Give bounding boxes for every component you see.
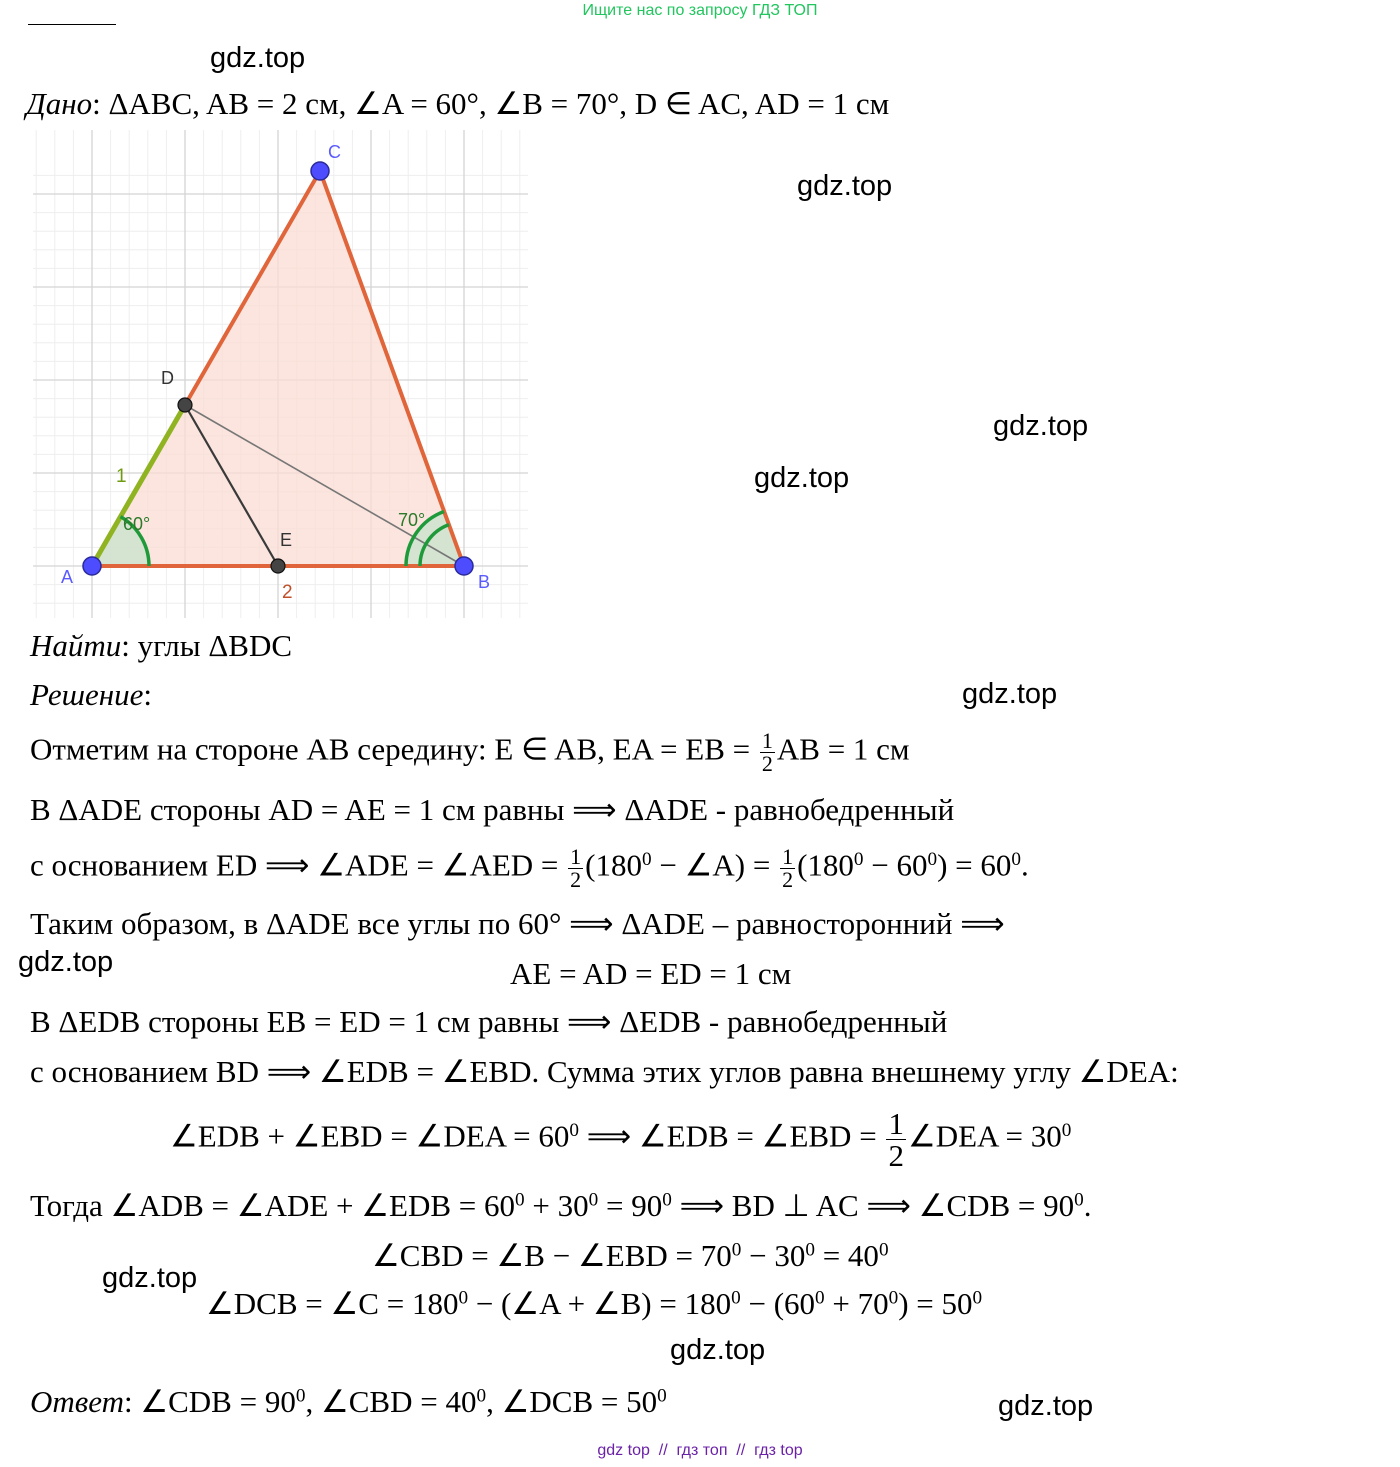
top-banner[interactable]: Ищите нас по запросу ГДЗ ТОП	[582, 2, 818, 19]
text: Тогда ∠ADB = ∠ADE + ∠EDB = 60	[30, 1188, 516, 1223]
text: Отметим на стороне AB середину: E ∈ AB, EA = EB =	[30, 731, 751, 767]
fraction-half	[760, 730, 775, 775]
text: ⟹ BD ⊥ AC ⟹ ∠CDB = 90	[671, 1188, 1075, 1223]
label-angle-b: 70°	[398, 510, 426, 530]
degree-sup: 0	[642, 849, 652, 871]
degree-sup: 0	[569, 1120, 579, 1142]
degree-sup: 0	[731, 1239, 742, 1261]
watermark: gdz.top	[754, 462, 850, 494]
degree-sup: 0	[972, 1287, 983, 1309]
solution-line-10	[372, 1238, 889, 1274]
watermark: gdz.top	[962, 678, 1058, 710]
text: AB = 1 см	[776, 731, 910, 767]
point-c[interactable]	[311, 162, 329, 180]
text: − (∠A + ∠B) = 180	[468, 1286, 732, 1321]
degree-sup: 0	[888, 1287, 899, 1309]
point-d[interactable]	[178, 398, 192, 412]
degree-sup: 0	[588, 1189, 599, 1211]
text: = 40	[814, 1238, 879, 1273]
find-label: Найти	[30, 628, 122, 663]
text: ∠DCB = ∠C = 180	[206, 1286, 459, 1321]
top-rule	[28, 24, 116, 25]
degree-sup: 0	[731, 1287, 741, 1309]
solution-line-3	[30, 846, 1029, 891]
text: , ∠DCB = 50	[486, 1384, 658, 1419]
label-point-e: E	[280, 530, 293, 550]
text: (180	[797, 847, 854, 883]
fraction-numerator: 1	[570, 844, 582, 869]
text: − 30	[741, 1238, 806, 1273]
solution-line-11	[206, 1286, 982, 1322]
fraction-half	[886, 1108, 906, 1171]
text: − 60	[863, 847, 928, 883]
solution-line-8	[170, 1108, 1071, 1171]
degree-sup: 0	[657, 1385, 667, 1407]
solution-label: Решение	[30, 677, 144, 712]
text: .	[1021, 847, 1029, 883]
text: ∠CBD = ∠B − ∠EBD = 70	[372, 1238, 732, 1273]
degree-sup: 0	[805, 1239, 815, 1261]
degree-sup: 0	[1074, 1189, 1084, 1211]
given-line	[26, 86, 889, 122]
watermark: gdz.top	[670, 1334, 766, 1366]
fraction-denominator: 2	[888, 1138, 904, 1173]
solution-line-2: В ΔADE стороны AD = AE = 1 см равны ⟹ ΔADE - равнобедренный	[30, 792, 955, 827]
text: − (60	[740, 1286, 816, 1321]
fraction-half	[568, 846, 583, 891]
degree-sup: 0	[295, 1385, 306, 1407]
solution-line-1	[30, 730, 910, 775]
fraction-denominator: 2	[570, 867, 582, 892]
given-text: : ΔABC, AB = 2 см, ∠A = 60°, ∠B = 70°, D ∈ AC, AD = 1 см	[92, 86, 890, 121]
text: ∠DEA = 30	[907, 1118, 1062, 1154]
text: ) = 50	[898, 1286, 973, 1321]
watermark: gdz.top	[102, 1262, 198, 1294]
solution-heading	[30, 677, 152, 713]
fraction-denominator: 2	[761, 751, 773, 776]
fraction-denominator: 2	[782, 867, 794, 892]
point-e[interactable]	[271, 559, 285, 573]
triangle-figure	[30, 130, 530, 620]
degree-sup: 0	[878, 1239, 889, 1261]
solution-line-7: с основанием BD ⟹ ∠EDB = ∠EBD. Сумма этих углов равна внешнему углу ∠DEA:	[30, 1054, 1179, 1089]
label-ad-length: 1	[116, 466, 127, 487]
degree-sup: 0	[1011, 849, 1022, 871]
answer-line	[30, 1384, 667, 1420]
solution-line-9	[30, 1188, 1092, 1224]
watermark: gdz.top	[210, 42, 306, 74]
watermark: gdz.top	[797, 170, 893, 202]
degree-sup: 0	[515, 1189, 525, 1211]
text: (180	[585, 847, 642, 883]
degree-sup: 0	[853, 849, 864, 871]
text: ) = 60	[937, 847, 1012, 883]
find-line	[30, 628, 292, 664]
watermark: gdz.top	[993, 410, 1089, 442]
fraction-numerator: 1	[888, 1106, 904, 1141]
fraction-numerator: 1	[761, 728, 773, 753]
text: + 30	[524, 1188, 589, 1223]
watermark: gdz.top	[998, 1390, 1094, 1422]
label-ab-length: 2	[282, 582, 293, 603]
label-angle-a: 60°	[123, 514, 151, 534]
degree-sup: 0	[458, 1287, 469, 1309]
text: : ∠CDB = 90	[123, 1384, 296, 1419]
solution-colon: :	[143, 677, 152, 712]
given-label: Дано	[26, 86, 93, 121]
degree-sup: 0	[1061, 1120, 1072, 1142]
text: , ∠CBD = 40	[305, 1384, 477, 1419]
text: с основанием ED ⟹ ∠ADE = ∠AED =	[30, 847, 559, 883]
fraction-half	[780, 846, 795, 891]
fraction-numerator: 1	[782, 844, 794, 869]
solution-line-6: В ΔEDB стороны EB = ED = 1 см равны ⟹ ΔEDB - равнобедренный	[30, 1004, 948, 1039]
point-b[interactable]	[455, 557, 473, 575]
text: = 90	[598, 1188, 663, 1223]
footer-links[interactable]: gdz top // гдз топ // гдз top	[597, 1442, 803, 1459]
text: + 70	[824, 1286, 889, 1321]
degree-sup: 0	[662, 1189, 672, 1211]
label-point-d: D	[161, 368, 174, 388]
label-point-c: C	[328, 142, 341, 162]
degree-sup: 0	[927, 849, 938, 871]
text: ∠EDB + ∠EBD = ∠DEA = 60	[170, 1118, 570, 1154]
text: .	[1083, 1188, 1092, 1223]
watermark: gdz.top	[18, 946, 114, 978]
answer-label: Ответ	[30, 1384, 124, 1419]
degree-sup: 0	[476, 1385, 487, 1407]
solution-line-5: AE = AD = ED = 1 см	[510, 956, 792, 991]
label-point-b: B	[478, 572, 491, 592]
label-point-a: A	[61, 567, 74, 587]
text: − ∠A) =	[651, 847, 771, 883]
text: ⟹ ∠EDB = ∠EBD =	[578, 1118, 877, 1154]
solution-line-4: Таким образом, в ΔADE все углы по 60° ⟹ ΔADE – равносторонний ⟹	[30, 906, 1005, 941]
find-text: : углы ΔBDC	[121, 628, 293, 663]
point-a[interactable]	[83, 557, 101, 575]
degree-sup: 0	[815, 1287, 825, 1309]
